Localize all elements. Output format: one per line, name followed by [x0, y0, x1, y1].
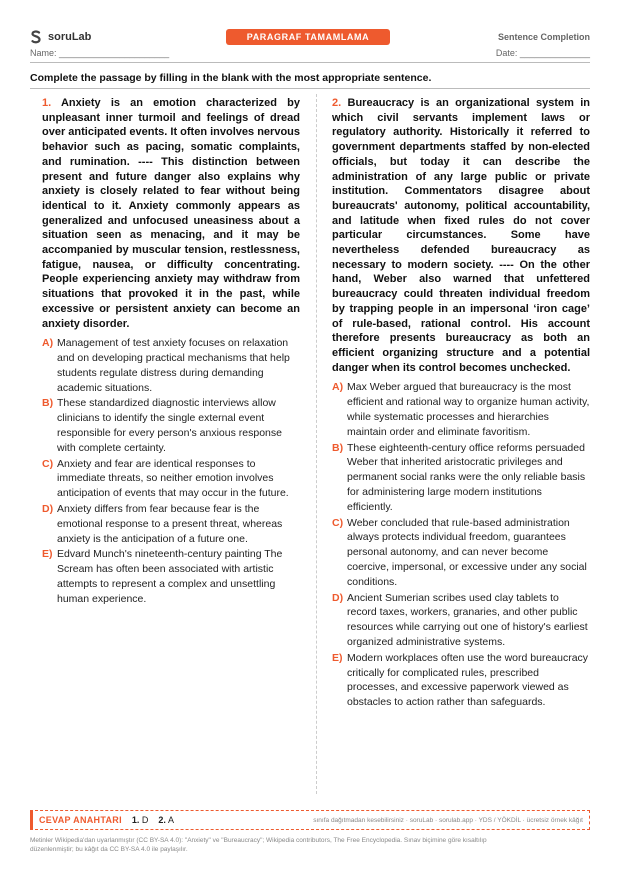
option-text: Max Weber argued that bureaucracy is the most efficient and rational way to organize human activity, while systematic processes and hierarchies maintain order and eliminate favoritism.	[347, 381, 590, 438]
option-text: Modern workplaces often use the word bureaucracy critically for complicated rules, prescribed processes, and excessive paperwork viewed as obstacles to action rather than safeguards.	[347, 651, 589, 709]
question-number: 1.	[42, 97, 52, 109]
answer-key-item	[158, 815, 174, 825]
option-d[interactable]	[332, 591, 590, 650]
option-text: Ancient Sumerian scribes used clay tablets to record taxes, workers, granaries, and other public resources while carrying out one of history's earliest organized administrative systems.	[347, 591, 588, 648]
option-text: These standardized diagnostic interviews allow clinicians to identify the single external event responsible for every person's anxious response with complete certainty.	[57, 397, 282, 454]
option-a[interactable]	[332, 380, 590, 439]
option-letter: C)	[42, 457, 54, 470]
license-line: düzenlenmiştir; bu kâğıt da CC BY-SA 4.0 ile paylaşılır.	[30, 846, 188, 853]
date-field: Date: ______________	[495, 48, 590, 58]
question-text: Anxiety is an emotion characterized by unpleasant inner turmoil and feelings of dread over anticipated events. It often involves nervous behavior such as pacing, somatic complaints, and rumination. ---- This distinction between present and future danger also explains why anxiety is closely related to fear without being identical to it. Anxiety commonly appears as generalized and unfocused uneasiness about a situation seen as menacing, and it may be accompanied by muscular tension, restlessness, fatigue, nausea, or difficulty concentrating. People experiencing anxiety may withdraw from situations that provoked it in the past, while excessive or persistent anxiety can become an anxiety disorder.	[42, 97, 300, 330]
option-text: Edvard Munch's nineteenth-century painting The Scream has often been associated with artistic attempts to represent a complex and unsettling human experience.	[57, 548, 283, 605]
instruction-text: Complete the passage by filling in the blank with the most appropriate sentence.	[30, 72, 432, 84]
column-divider	[316, 94, 317, 794]
answer-key-title: CEVAP ANAHTARI	[39, 815, 122, 825]
question-text: Bureaucracy is an organizational system in which civil servants implement laws or regulatory authority. Historically it referred to government departments staffed by non-elected officials, but today it can describe the administration of any large public or private institution. Commentators disagree about bureaucrats' autonomy, political accountability, and latitude when fixed rules do not cover particular circumstances. Some have nevertheless defended bureaucracy as necessary to modern society. ---- On the other hand, Weber also warned that unfettered bureaucracy could threaten individual freedom by trapping people in an impersonal ‘iron cage’ of rule-based, rational control. His account therefore presents bureaucracy as both an efficient organizing structure and a potential danger when its control becomes unchecked.	[332, 97, 590, 374]
name-date-row	[30, 48, 590, 62]
option-a[interactable]	[42, 336, 300, 395]
answer-key	[30, 810, 590, 830]
option-b[interactable]	[42, 396, 300, 455]
header-divider	[30, 62, 590, 63]
question-number: 2.	[332, 97, 342, 109]
answer-letter: A	[167, 815, 174, 825]
license-line: Metinler Wikipedia'dan uyarlanmıştır (CC BY-SA 4.0): "Anxiety" ve "Bureaucracy"; Wikipedia contributors, The Free Encyclopedia. Sınav biçimine göre kısaltılıp	[30, 837, 487, 844]
answer-key-item	[132, 815, 149, 825]
question-2	[332, 96, 590, 711]
option-text: Weber concluded that rule-based administration always protects individual freedom, guarantees personal autonomy, and can never become coercive, impersonal, or excessive under any social conditions.	[347, 516, 587, 588]
answer-number: 1.	[131, 815, 140, 825]
question-stem	[332, 96, 590, 375]
option-c[interactable]	[332, 516, 590, 590]
option-e[interactable]	[332, 651, 590, 710]
sorulab-logo-icon	[30, 30, 42, 44]
option-letter: B)	[332, 441, 344, 454]
answer-key-note: sınıfa dağıtmadan kesebilirsiniz · soruLab · sorulab.app · YDS / YÖKDİL · ücretsiz örnek kâğıt	[313, 816, 583, 824]
option-b[interactable]	[332, 441, 590, 515]
option-letter: D)	[42, 503, 54, 516]
option-text: Anxiety and fear are identical responses to immediate threats, so neither emotion involves anticipation of events that may occur in the future.	[57, 457, 289, 500]
option-letter: A)	[42, 337, 54, 350]
option-letter: E)	[42, 548, 53, 561]
option-letter: A)	[332, 381, 344, 394]
option-text: These eighteenth-century office reforms persuaded Weber that inherited aristocratic privileges and permanent social ranks were the only reliable basis for administering large modern institutions efficiently.	[347, 441, 586, 513]
option-letter: B)	[42, 397, 54, 410]
option-text: Management of test anxiety focuses on relaxation and on developing practical mechanisms that help students regulate distress during demanding academic situations.	[57, 337, 290, 394]
section-tag: Sentence Completion	[497, 32, 590, 42]
question-1	[42, 96, 300, 608]
answer-number: 2.	[158, 815, 166, 825]
brand-logo	[30, 30, 91, 44]
license-footer	[30, 836, 590, 854]
brand-name: soruLab	[48, 31, 92, 43]
option-letter: D)	[332, 591, 344, 604]
option-letter: E)	[332, 651, 343, 664]
instruction-divider	[30, 88, 590, 89]
option-e[interactable]	[42, 547, 300, 606]
option-letter: C)	[332, 516, 344, 529]
answer-letter: D	[141, 815, 149, 825]
name-field: Name: ______________________	[30, 48, 170, 58]
section-badge: PARAGRAF TAMAMLAMA	[226, 29, 390, 45]
option-d[interactable]	[42, 502, 300, 546]
page-header	[30, 28, 590, 48]
question-stem	[42, 96, 300, 331]
option-text: Anxiety differs from fear because fear is the emotional response to a present threat, whereas anxiety is the anticipation of a future one.	[57, 503, 283, 545]
option-c[interactable]	[42, 457, 300, 501]
